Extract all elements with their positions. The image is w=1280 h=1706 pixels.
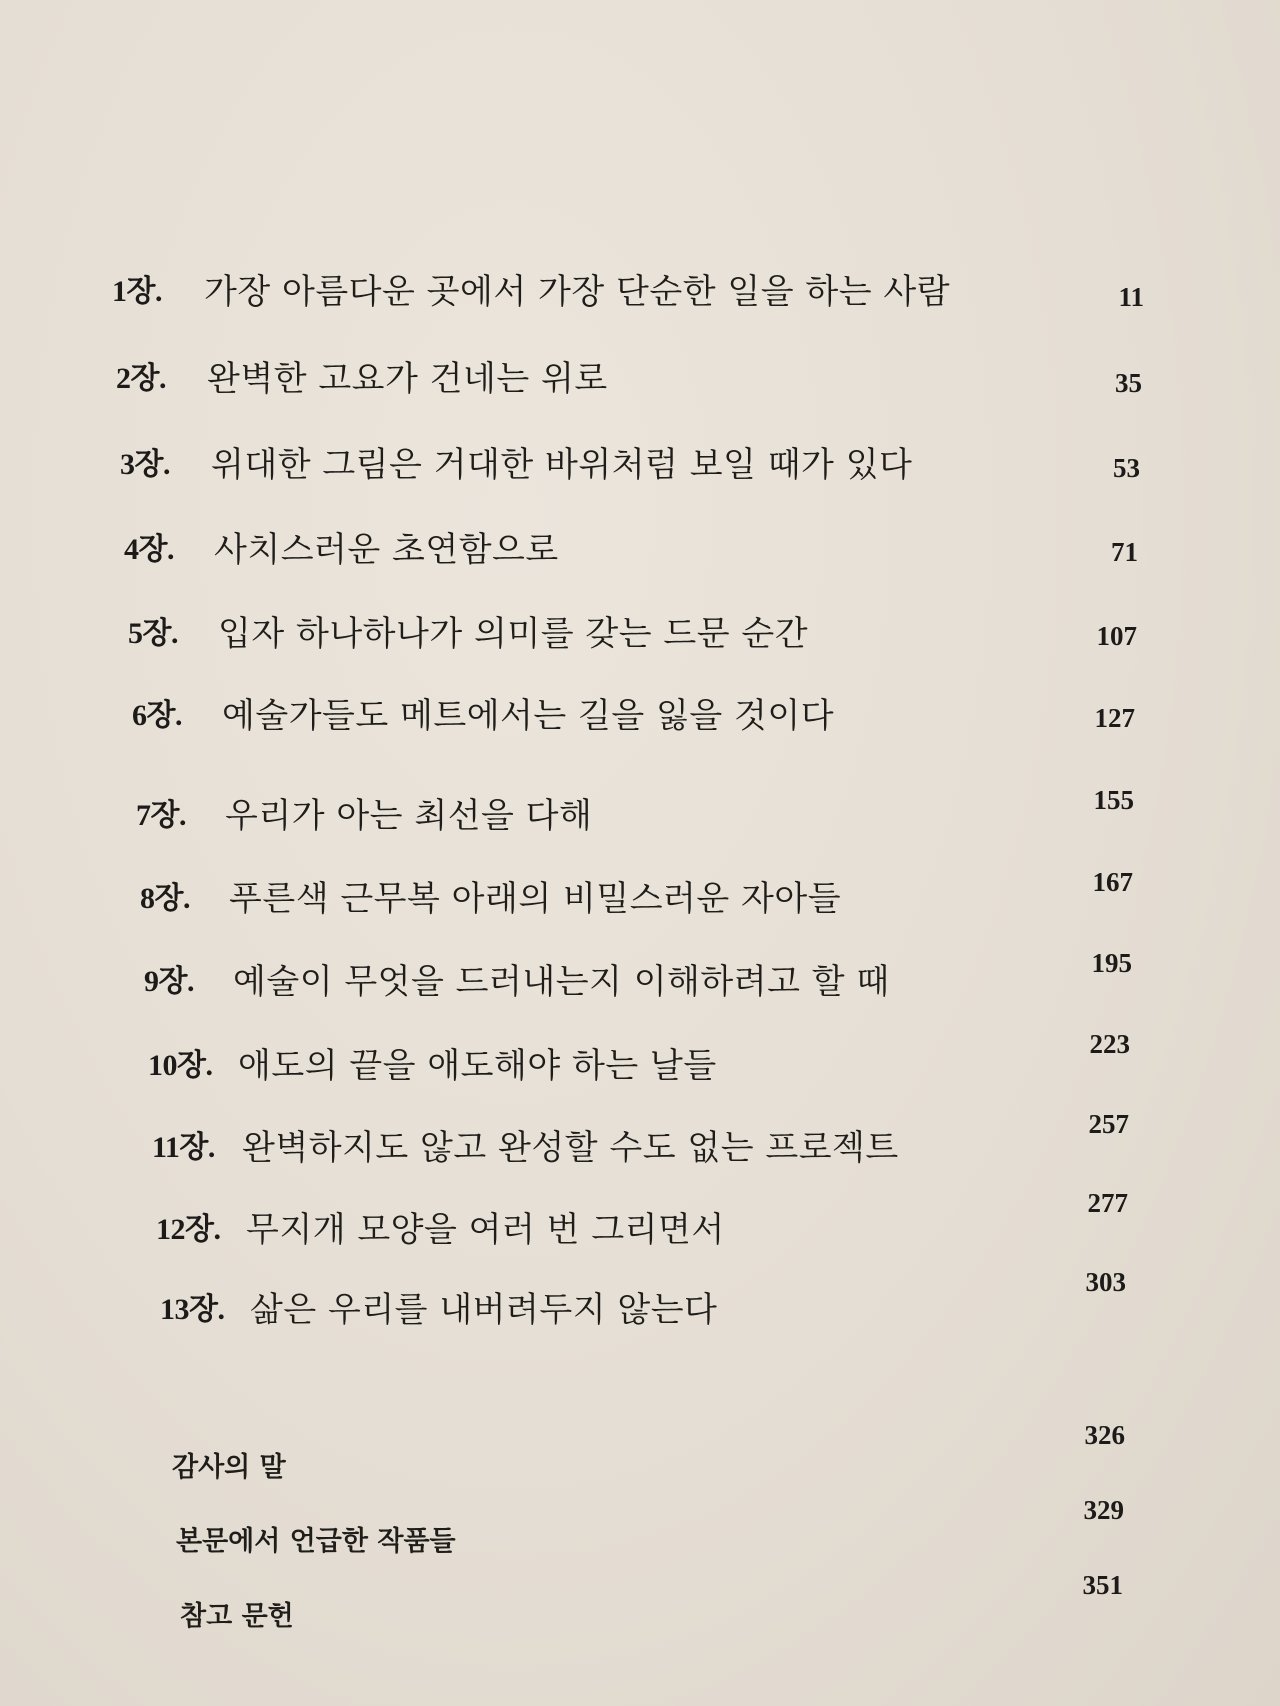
- page-number: 329: [1083, 1495, 1124, 1525]
- chapter-number: 6장.: [132, 699, 182, 732]
- toc-entry-chapter-4[interactable]: [124, 520, 1184, 580]
- toc-entry-acknowledgments[interactable]: 감사의 말: [172, 1452, 286, 1483]
- chapter-number: 3장.: [120, 448, 170, 481]
- toc-entry-chapter-2[interactable]: [116, 349, 1176, 409]
- page-number: 303: [1085, 1267, 1126, 1297]
- chapter-title: 애도의 끝을 애도해야 하는 날들: [238, 1046, 717, 1086]
- chapter-number: 12장.: [156, 1213, 221, 1246]
- page-number: 35: [1115, 368, 1142, 398]
- chapter-number: 1장.: [112, 275, 162, 308]
- chapter-number: 2장.: [116, 362, 166, 395]
- chapter-number: 8장.: [140, 882, 190, 915]
- chapter-title: 예술가들도 메트에서는 길을 잃을 것이다: [222, 696, 835, 736]
- toc-entry-chapter-6[interactable]: [132, 686, 1192, 746]
- chapter-title: 무지개 모양을 여러 번 그리면서: [246, 1210, 725, 1250]
- page-number: 223: [1089, 1029, 1130, 1059]
- toc-entry-works-cited[interactable]: 본문에서 언급한 작품들: [176, 1526, 456, 1557]
- toc-entry-references[interactable]: 참고 문헌: [180, 1601, 294, 1632]
- chapter-number: 4장.: [124, 533, 174, 566]
- page-number: 107: [1096, 621, 1137, 651]
- chapter-title: 우리가 아는 최선을 다해: [225, 796, 593, 836]
- toc-entry-chapter-8[interactable]: [140, 869, 1200, 929]
- toc-entry-chapter-3[interactable]: [120, 435, 1180, 495]
- page-number: 277: [1087, 1188, 1128, 1218]
- page-number: 326: [1084, 1420, 1125, 1450]
- chapter-number: 13장.: [160, 1293, 225, 1326]
- page-number: 195: [1091, 948, 1132, 978]
- chapter-title: 삶은 우리를 내버려두지 않는다: [250, 1290, 718, 1330]
- chapter-number: 5장.: [128, 617, 178, 650]
- chapter-title: 완벽하지도 않고 완성할 수도 없는 프로젝트: [242, 1128, 899, 1168]
- chapter-title: 위대한 그림은 거대한 바위처럼 보일 때가 있다: [211, 445, 913, 485]
- chapter-title: 가장 아름다운 곳에서 가장 단순한 일을 하는 사람: [204, 272, 951, 312]
- chapter-title: 사치스러운 초연함으로: [214, 530, 559, 570]
- page-number: 155: [1093, 785, 1134, 815]
- page-number: 71: [1111, 537, 1138, 567]
- chapter-number: 10장.: [148, 1049, 213, 1082]
- chapter-title: 푸른색 근무복 아래의 비밀스러운 자아들: [229, 879, 842, 919]
- page-number: 351: [1082, 1570, 1123, 1600]
- page-number: 257: [1088, 1109, 1129, 1139]
- chapter-title: 예술이 무엇을 드러내는지 이해하려고 할 때: [233, 962, 890, 1002]
- page-number: 127: [1094, 703, 1135, 733]
- chapter-number: 9장.: [144, 965, 194, 998]
- chapter-title: 완벽한 고요가 건네는 위로: [207, 359, 608, 399]
- page-number: 167: [1092, 867, 1133, 897]
- page-number: 11: [1118, 282, 1144, 312]
- toc-entry-chapter-5[interactable]: [128, 604, 1188, 664]
- chapter-number: 7장.: [136, 799, 186, 832]
- page-number: 53: [1113, 453, 1140, 483]
- toc-entry-chapter-7[interactable]: [136, 786, 1196, 846]
- toc-entry-chapter-1[interactable]: [112, 262, 1172, 322]
- chapter-title: 입자 하나하나가 의미를 갖는 드문 순간: [218, 614, 809, 654]
- chapter-number: 11장.: [152, 1131, 215, 1164]
